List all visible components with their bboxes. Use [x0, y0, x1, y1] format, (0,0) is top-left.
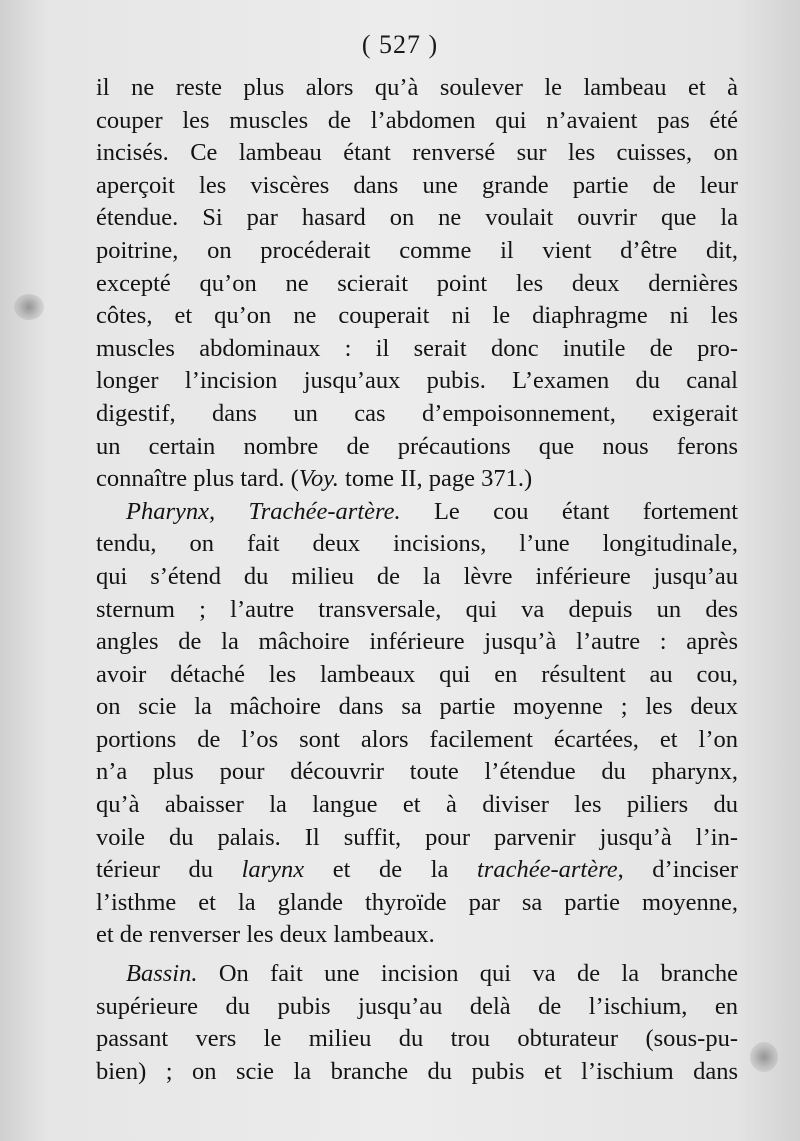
text-line: voile du palais. Il suffit, pour parvenir jusqu’à l’in- — [96, 823, 738, 851]
text-line: qu’à abaisser la langue et à diviser les piliers du — [96, 791, 738, 819]
text-line-reference — [96, 463, 738, 496]
text-fragment: térieur du — [96, 856, 214, 884]
text-line-section-pharynx — [96, 496, 738, 529]
text-line: aperçoit les viscères dans une grande partie de leur — [96, 171, 738, 199]
ink-smudge-left — [14, 294, 44, 320]
text-line: un certain nombre de précautions que nous ferons — [96, 432, 738, 460]
text-line: côtes, et qu’on ne couperait ni le diaphragme ni les — [96, 302, 738, 330]
text-line: on scie la mâchoire dans sa partie moyenne ; les deux — [96, 693, 738, 721]
text-line: longer l’incision jusqu’aux pubis. L’examen du canal — [96, 367, 738, 395]
text-line: l’isthme et la glande thyroïde par sa partie moyenne, — [96, 888, 738, 916]
text-fragment: , d’inciser — [617, 856, 738, 884]
ref-voy: Voy. — [298, 465, 339, 493]
text-fragment: et de la — [332, 856, 449, 884]
text-line: et de renverser les deux lambeaux. — [96, 921, 435, 949]
term-trachee-artere: trachée-artère — [476, 856, 618, 884]
ref-open: ( — [290, 465, 299, 493]
ref-rest: tome II, page 371.) — [345, 465, 533, 493]
text-line: passant vers le milieu du trou obturateur (sous-pu- — [96, 1025, 738, 1053]
text-line: qui s’étend du milieu de la lèvre inférieure jusqu’au — [96, 562, 738, 590]
text-line-section-bassin — [96, 958, 738, 991]
text-line: avoir détaché les lambeaux qui en résultent au cou, — [96, 660, 738, 688]
text-line: incisés. Ce lambeau étant renversé sur les cuisses, on — [96, 139, 738, 167]
page-body — [96, 72, 738, 1088]
text-line: n’a plus pour découvrir toute l’étendue du pharynx, — [96, 758, 738, 786]
text-fragment: connaître plus tard. — [96, 465, 285, 493]
text-fragment: Le cou étant fortement — [433, 497, 738, 525]
text-line: supérieure du pubis jusqu’au delà de l’ischium, en — [96, 992, 738, 1020]
text-fragment: On fait une incision qui va de la branche — [218, 960, 739, 988]
text-line: portions de l’os sont alors facilement écartées, et l’on — [96, 725, 738, 753]
text-line: muscles abdominaux : il serait donc inutile de pro- — [96, 334, 738, 362]
text-line: tendu, on fait deux incisions, l’une longitudinale, — [96, 530, 738, 558]
section-heading-bassin: Bassin. — [126, 960, 198, 988]
text-line: bien) ; on scie la branche du pubis et l’ischium dans — [96, 1057, 738, 1085]
text-line: couper les muscles de l’abdomen qui n’avaient pas été — [96, 106, 738, 134]
text-line: étendue. Si par hasard on ne voulait ouvrir que la — [96, 204, 738, 232]
text-line: angles de la mâchoire inférieure jusqu’à l’autre : après — [96, 628, 738, 656]
text-line: poitrine, on procéderait comme il vient d’être dit, — [96, 236, 738, 264]
text-line: digestif, dans un cas d’empoisonnement, exigerait — [96, 399, 738, 427]
page-number: ( 527 ) — [361, 30, 439, 59]
term-larynx: larynx — [241, 856, 305, 884]
text-line-larynx — [96, 854, 738, 887]
ink-smudge-right — [750, 1042, 778, 1072]
text-line: sternum ; l’autre transversale, qui va depuis un des — [96, 595, 738, 623]
text-line: excepté qu’on ne scierait point les deux dernières — [96, 269, 738, 297]
text-line: il ne reste plus alors qu’à soulever le lambeau et à — [96, 74, 738, 101]
section-heading-pharynx: Pharynx, Trachée-artère. — [126, 497, 401, 525]
